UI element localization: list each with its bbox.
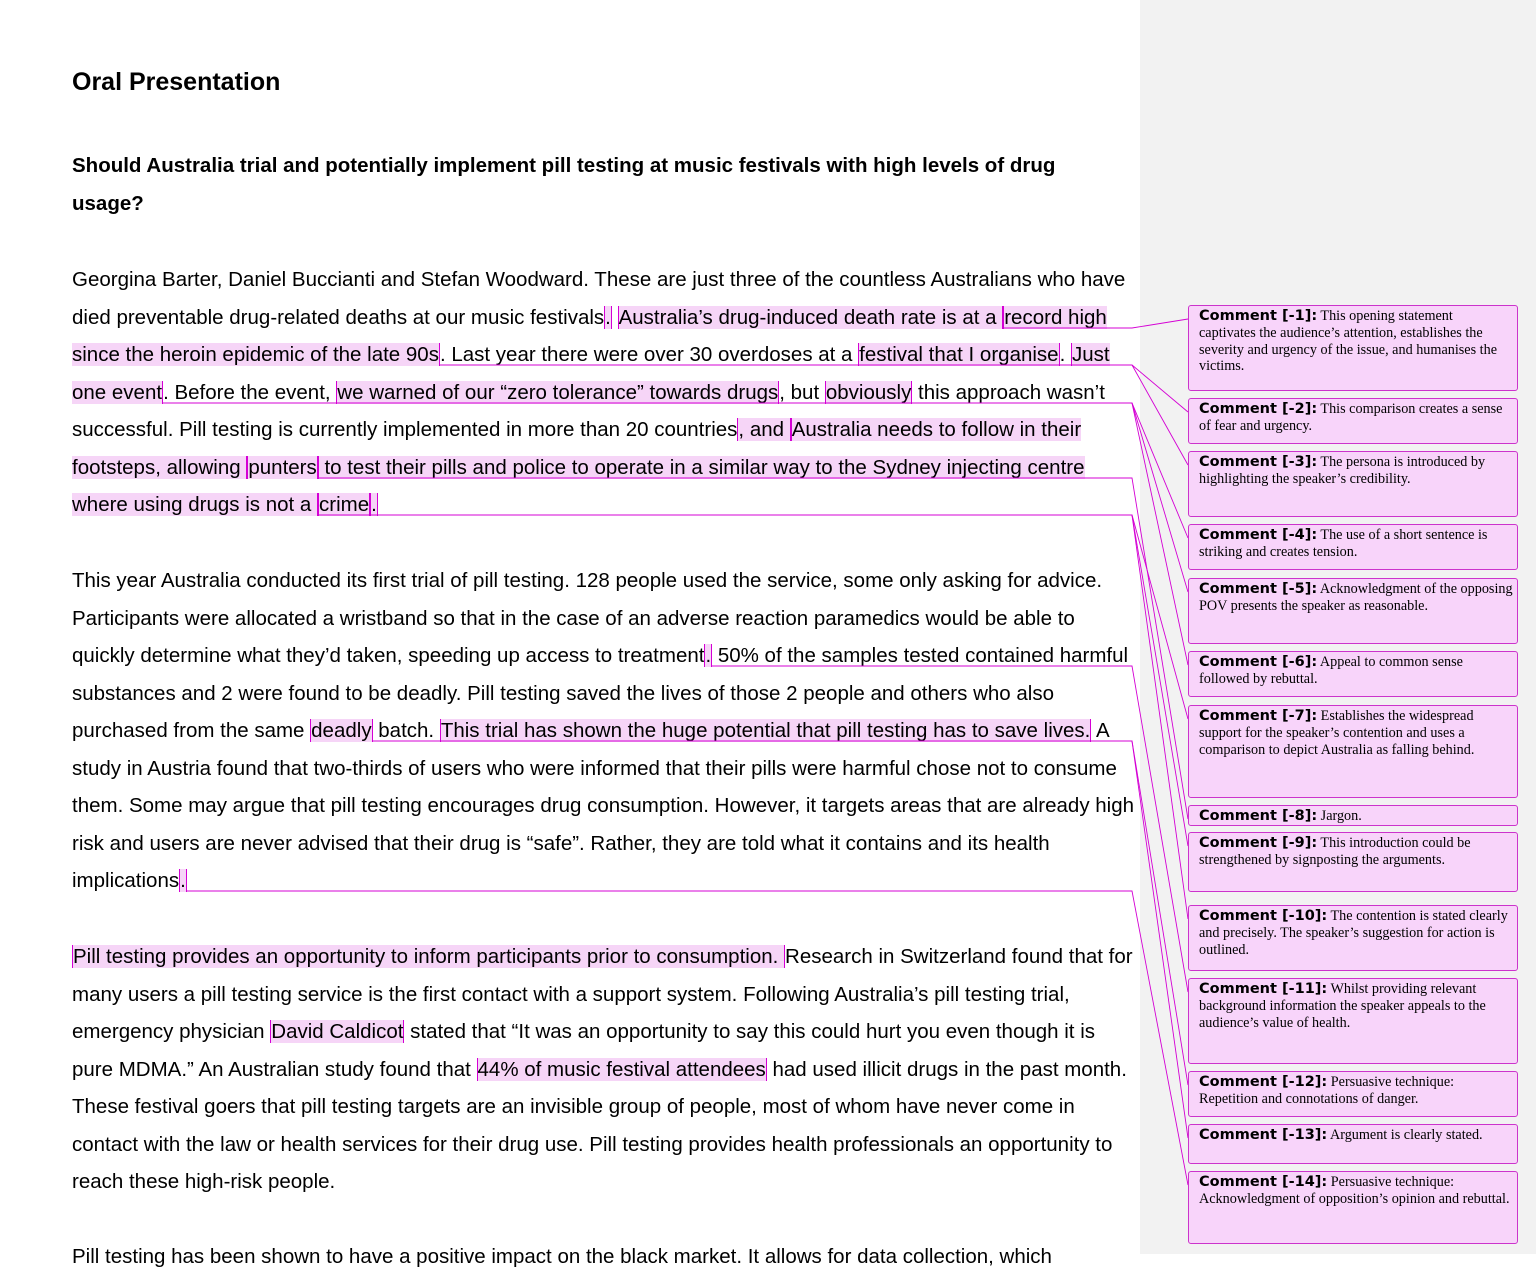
comment-anchor-4[interactable]: Just one event	[72, 343, 1110, 404]
text-run: this approach wasn’t successful. Pill testing is currently implemented in more than 20 countries	[72, 380, 1105, 441]
comment-text: The persona is introduced by highlighting the speaker’s credibility.	[1199, 454, 1486, 487]
comment-label: Comment [-1]:	[1199, 308, 1318, 324]
comment-bubble[interactable]	[1188, 1171, 1518, 1244]
text-run: stated that “It was an opportunity to say this could hurt you even though it is pure MDMA.” An Australian study found that	[72, 1020, 1096, 1081]
comment-anchor-9[interactable]: .	[371, 493, 377, 516]
comment-text: Persuasive technique: Repetition and connotations of danger.	[1199, 1074, 1455, 1107]
text-run: batch.	[372, 719, 440, 742]
comment-label: Comment [-11]:	[1199, 981, 1328, 997]
comment-label: Comment [-6]:	[1199, 654, 1318, 670]
text-run	[612, 306, 618, 329]
comment-anchor-7[interactable]: , and	[738, 418, 790, 441]
text-run: A study in Austria found that two-thirds of users who were informed that their pills were harmful chose not to consume them. Some may argue that pill testing encourages drug consumption. However, it targets areas that are already high risk and users are never advised that their drug is “safe”. Rather, they are told what it contains and its health implications	[72, 719, 1135, 892]
text-run: Georgina Barter, Daniel Buccianti and Stefan Woodward. These are just three of the countless Australians who have died preventable drug-related deaths at our music festivals	[72, 268, 1126, 329]
comment-text: Persuasive technique: Acknowledgment of opposition’s opinion and rebuttal.	[1199, 1174, 1510, 1207]
comment-text: The use of a short sentence is striking and creates tension.	[1199, 527, 1488, 560]
comment-text: Jargon.	[1317, 808, 1362, 824]
comment-bubble[interactable]	[1188, 398, 1518, 444]
comment-bubble[interactable]	[1188, 905, 1518, 971]
text-run: Pill testing has been shown to have a positive impact on the black market. It allows for data collection, which	[72, 1245, 1052, 1268]
paragraph-trial	[72, 562, 1136, 900]
text-run: had used illicit drugs in the past month. These festival goers that pill testing targets are an invisible group of people, most of whom have never come in contact with the law or health services for their drug use. Pill testing provides health professionals an opportunity to reach these high-risk people.	[72, 1057, 1127, 1193]
text-run: Research in Switzerland found that for many users a pill testing service is the first contact with a support system. Following Australia’s pill testing trial, emergency physician	[72, 945, 1133, 1043]
comment-label: Comment [-7]:	[1199, 708, 1318, 724]
document-question: Should Australia trial and potentially implement pill testing at music festivals with high levels of drug usage?	[72, 154, 1056, 215]
comment-anchor-10[interactable]: crime	[319, 493, 370, 516]
comment-bubble[interactable]	[1188, 578, 1518, 644]
comment-anchor-14[interactable]: .	[180, 869, 186, 892]
comment-bubble[interactable]	[1188, 305, 1518, 391]
comment-anchor-1[interactable]: .	[605, 305, 611, 329]
comment-label: Comment [-5]:	[1199, 581, 1318, 597]
comment-anchor-15[interactable]: Pill testing provides an opportunity to inform participants prior to consumption.	[73, 945, 785, 968]
comment-text: Establishes the widespread support for the speaker’s contention and uses a comparison to depict Australia as falling behind.	[1199, 708, 1475, 758]
text-run: .	[1059, 343, 1071, 366]
comment-text: Appeal to common sense followed by rebuttal.	[1199, 654, 1463, 687]
comment-bubble[interactable]	[1188, 705, 1518, 798]
paragraph-inform	[72, 938, 1136, 1201]
comment-text: Whilst providing relevant background information the speaker appeals to the audience’s value of health.	[1199, 981, 1486, 1031]
comment-label: Comment [-2]:	[1199, 401, 1318, 417]
comment-text: This introduction could be strengthened by signposting the arguments.	[1199, 835, 1471, 868]
comment-anchor-11[interactable]: .	[705, 644, 712, 667]
comment-label: Comment [-12]:	[1199, 1074, 1328, 1090]
comment-anchor-13[interactable]: This trial has shown the huge potential that pill testing has to save lives.	[440, 719, 1091, 742]
comment-label: Comment [-3]:	[1199, 454, 1318, 470]
comment-bubble[interactable]	[1188, 805, 1518, 826]
text-run: 50% of the samples tested contained harmful substances and 2 were found to be deadly. Pill testing saved the lives of those 2 people and others who also purchased from the same	[72, 644, 1129, 742]
comment-text: The contention is stated clearly and precisely. The speaker’s suggestion for action is outlined.	[1199, 908, 1508, 958]
comment-text: Acknowledgment of the opposing POV presents the speaker as reasonable.	[1199, 581, 1513, 614]
text-run: This year Australia conducted its first trial of pill testing. 128 people used the service, some only asking for advice. Participants were allocated a wristband so that in the case of an adverse reaction paramedics would be able to quickly determine what they’d taken, speeding up access to treatment	[72, 569, 1103, 667]
document-title: Oral Presentation	[72, 68, 281, 96]
comment-anchor-12[interactable]: deadly	[311, 719, 372, 742]
comment-label: Comment [-14]:	[1199, 1174, 1328, 1190]
comment-label: Comment [-4]:	[1199, 527, 1318, 543]
comment-bubble[interactable]	[1188, 1071, 1518, 1117]
paragraph-black-market	[72, 1238, 1136, 1276]
comment-anchor-6[interactable]: obviously	[825, 380, 912, 404]
comment-bubble[interactable]	[1188, 651, 1518, 697]
comment-label: Comment [-9]:	[1199, 835, 1318, 851]
comment-bubble[interactable]	[1188, 451, 1518, 517]
comment-bubble[interactable]	[1188, 978, 1518, 1064]
text-run: , but	[779, 380, 825, 404]
comment-bubble[interactable]	[1188, 1124, 1518, 1164]
comment-label: Comment [-10]:	[1199, 908, 1328, 924]
comment-text: This opening statement captivates the audience’s attention, establishes the severity and urgency of the issue, and humanises the victims.	[1199, 308, 1497, 375]
comment-anchor-7[interactable]: to test their pills and police to operate in a similar way to the Sydney injecting centre where using drugs is not a	[72, 455, 1085, 516]
text-run: . Before the event,	[163, 380, 337, 404]
text-run: . Last year there were over 30 overdoses at a	[439, 343, 859, 366]
comment-text: Argument is clearly stated.	[1327, 1127, 1483, 1143]
comment-bubble[interactable]	[1188, 832, 1518, 892]
comment-anchor-17[interactable]: 44% of music festival attendees	[477, 1057, 766, 1081]
comment-anchor-5[interactable]: we warned of our “zero tolerance” towards drugs	[337, 380, 779, 404]
comment-anchor-3[interactable]: festival that I organise	[859, 343, 1059, 366]
comment-anchor-16[interactable]: David Caldicot	[271, 1020, 404, 1043]
paragraph-intro	[72, 261, 1136, 524]
comment-label: Comment [-13]:	[1199, 1127, 1328, 1143]
comment-anchor-1[interactable]: Australia’s drug-induced death rate is at a	[618, 305, 1003, 329]
comment-text: This comparison creates a sense of fear and urgency.	[1199, 401, 1503, 434]
comment-anchor-2[interactable]: record high since the heroin epidemic of the late 90s	[72, 305, 1107, 366]
comment-bubble[interactable]	[1188, 524, 1518, 570]
comment-anchor-8[interactable]: punters	[248, 455, 317, 479]
comment-anchor-7[interactable]: Australia needs to follow in their footsteps, allowing	[72, 418, 1082, 479]
comment-label: Comment [-8]:	[1199, 808, 1318, 824]
